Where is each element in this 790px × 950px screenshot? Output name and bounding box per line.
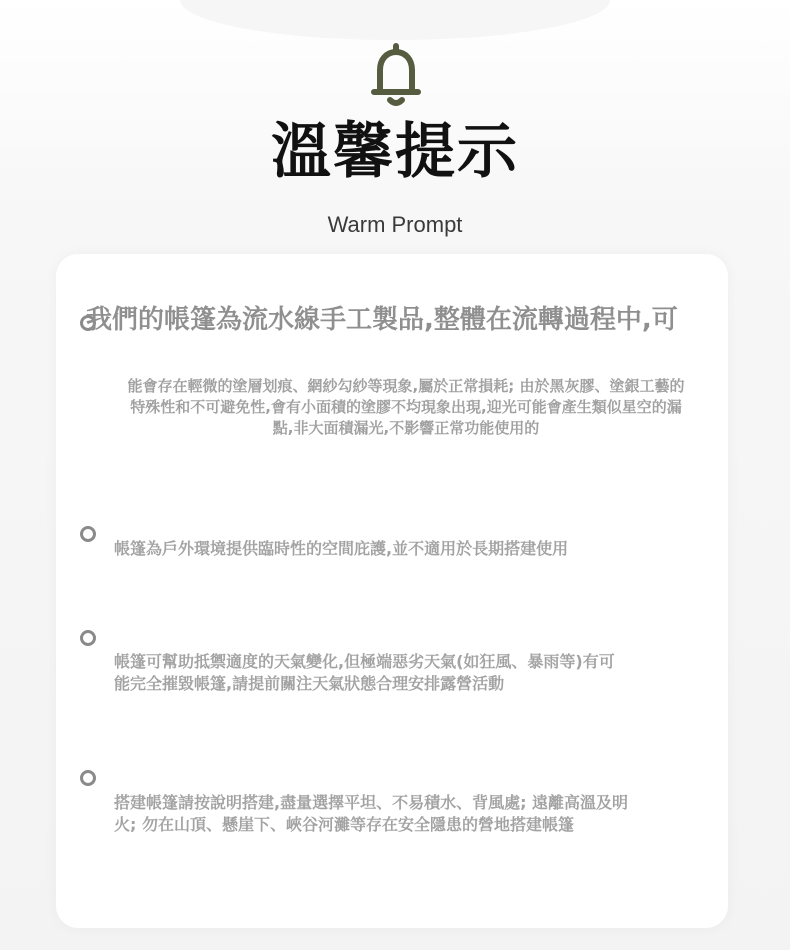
notice-1-line: 點,非大面積漏光,不影響正常功能使用的 — [272, 419, 540, 437]
bullet-icon — [80, 770, 96, 786]
notice-2-text — [114, 538, 714, 560]
notice-1-text — [70, 376, 742, 439]
notice-1-line: 特殊性和不可避免性,會有小面積的塗膠不均現象出現,迎光可能會產生類似星空的漏 — [130, 398, 682, 416]
notice-2-line: 帳篷為戶外環境提供臨時性的空間庇護,並不適用於長期搭建使用 — [114, 539, 569, 558]
bullet-icon — [80, 526, 96, 542]
notice-4-line: 火; 勿在山頂、懸崖下、峽谷河灘等存在安全隱患的營地搭建帳篷 — [114, 815, 574, 834]
notice-3-line: 能完全摧毀帳篷,請提前關注天氣狀態合理安排露營活動 — [114, 674, 505, 693]
notice-lead-text: 我們的帳篷為流水線手工製品,整體在流轉過程中,可 — [86, 305, 678, 335]
notice-4-text — [114, 792, 714, 836]
notice-1-line: 能會存在輕微的塗層划痕、網紗勾紗等現象,屬於正常損耗; 由於黑灰膠、塗銀工藝的 — [127, 377, 685, 395]
page-title: 溫馨提示 — [271, 117, 519, 187]
notice-3-line: 帳篷可幫助抵禦適度的天氣變化,但極端惡劣天氣(如狂風、暴雨等)有可 — [114, 652, 615, 671]
decorative-top-arc — [180, 0, 610, 40]
notice-4-line: 搭建帳篷請按說明搭建,盡量選擇平坦、不易積水、背風處; 遠離高溫及明 — [114, 793, 629, 812]
notice-3-text — [114, 651, 714, 695]
bell-icon — [368, 40, 424, 108]
page-subtitle: Warm Prompt — [327, 212, 463, 237]
bullet-icon — [80, 630, 96, 646]
